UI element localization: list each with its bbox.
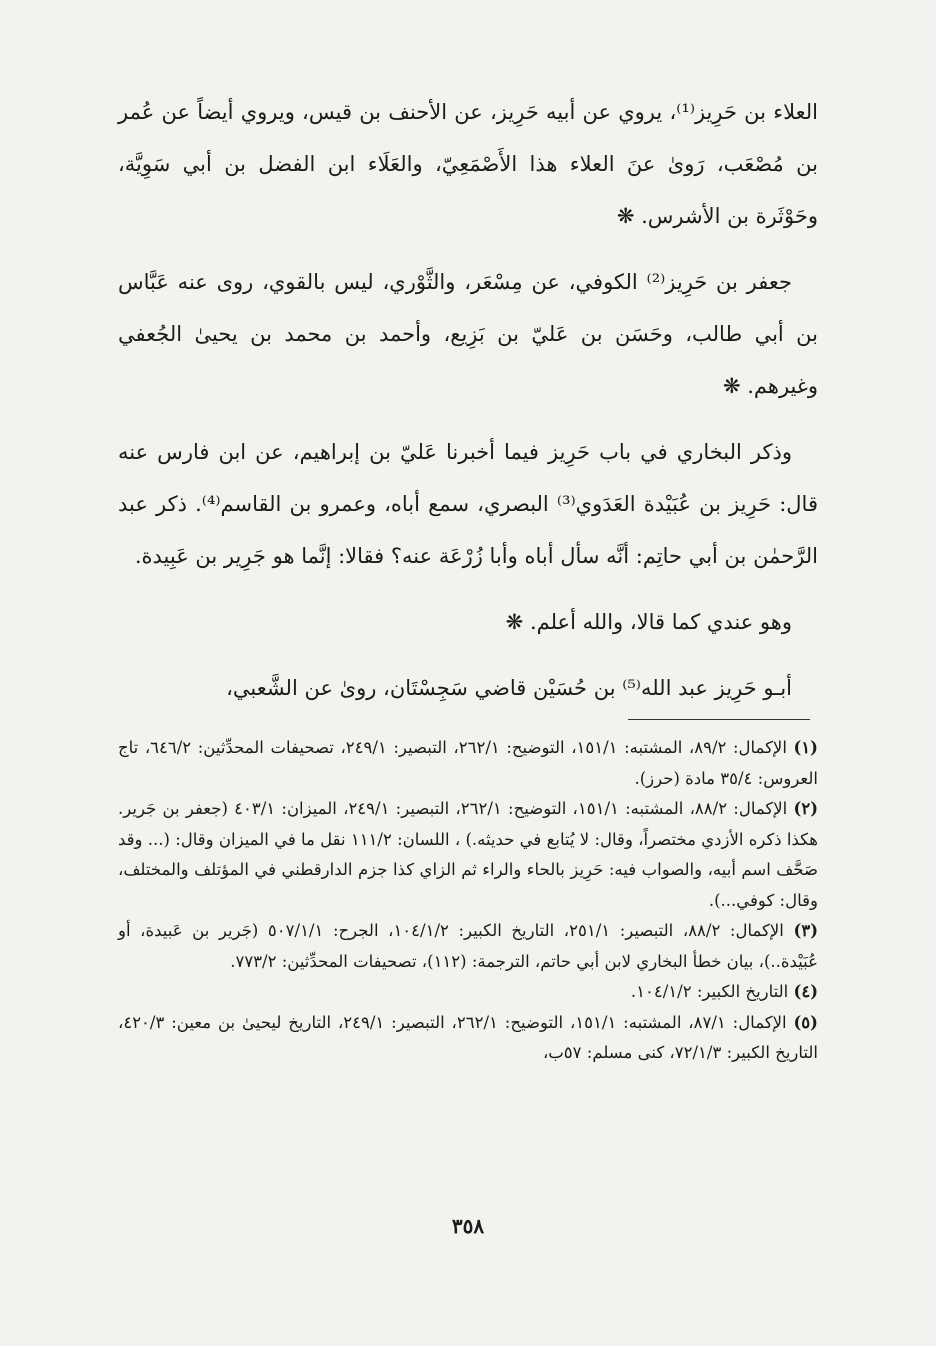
paragraph-author-opinion: وهو عندي كما قالا، والله أعلم. ❋ bbox=[505, 610, 792, 634]
main-text bbox=[118, 86, 818, 728]
footnote-2 bbox=[118, 794, 818, 916]
paragraph-abu-hariz: أبـو حَرِيز عبد الله⁽⁵⁾ بن حُسَيْن قاضي سَجِسْتَان، روىٰ عن الشَّعبي، bbox=[226, 676, 792, 700]
footnotes bbox=[118, 733, 818, 1069]
paragraph-ala-ibn-hariz: العلاء بن حَرِيز⁽¹⁾، يروي عن أبيه حَرِيز، عن الأحنف بن قيس، ويروي أيضاً عن عُمر بن مُصْعَب، رَوىٰ عنَ العلاء هذا الأَصْمَعِيّ، والعَلَاء ابن الفضل بن أبي سَوِيَّة، وحَوْثَرة بن الأشرس. ❋ bbox=[118, 100, 818, 228]
footnote-text: الإكمال: ٨٨/٢، التبصير: ٢٥١/١، التاريخ الكبير: ١٠٤/١/٢، الجرح: ٥٠٧/١/١ (جَرير بن عَبيدة، أو عُبَيْدة..)، بيان خطأ البخاري لابن أبي حاتم، الترجمة: (١١٢)، تصحيفات المحدِّثين: ٧٧٣/٢. bbox=[118, 921, 818, 971]
footnote-text: الإكمال: ٨٨/٢، المشتبه: ١٥١/١، التوضيح: ٢٦٢/١، التبصير: ٢٤٩/١، الميزان: ٤٠٣/١ (جعفر بن جَرير. هكذا ذكره الأزدي مختصراً، وقال: لا يُتابع في حديثه.) ، اللسان: ١١١/٢ نقل ما في الميزان وقال: (... وقد صَحَّف اسم أبيه، والصواب فيه: حَرِيز بالحاء والراء ثم الزاي كذا جزم الدارقطني في المؤتلف والمختلف، وقال: كوفي...). bbox=[118, 799, 818, 910]
footnote-4 bbox=[118, 977, 818, 1008]
footnote-text: الإكمال: ٨٧/١، المشتبه: ١٥١/١، التوضيح: ٢٦٢/١، التبصير: ٢٤٩/١، التاريخ ليحيىٰ بن معين: ٤٢٠/٣، التاريخ الكبير: ٧٢/١/٣، كنى مسلم: ٥٧ب، bbox=[118, 1012, 818, 1062]
footnote-number: (٤) bbox=[793, 982, 818, 1001]
footnote-divider bbox=[628, 719, 810, 720]
footnote-5 bbox=[118, 1008, 818, 1069]
footnote-1 bbox=[118, 733, 818, 794]
footnote-number: (٢) bbox=[793, 799, 818, 818]
page-number: ٣٥٨ bbox=[451, 1214, 485, 1238]
footnote-number: (٥) bbox=[793, 1012, 818, 1032]
footnote-3 bbox=[118, 916, 818, 977]
footnote-number: (٣) bbox=[793, 921, 818, 940]
footnote-text: الإكمال: ٨٩/٢، المشتبه: ١٥١/١، التوضيح: ٢٦٢/١، التبصير: ٢٤٩/١، تصحيفات المحدِّثين: ٦٤٦/٢، تاج العروس: ٣٥/٤ مادة (حرز). bbox=[118, 738, 818, 788]
paragraph-bukhari-hariz: وذكر البخاري في باب حَرِيز فيما أخبرنا عَليّ بن إبراهيم، عن ابن فارس عنه قال: حَرِيز بن عُبَيْدة العَدَوي⁽³⁾ البصري، سمع أباه، وعمرو بن القاسم⁽⁴⁾. ذكر عبد الرَّحمٰن بن أبي حاتِم: أنَّه سأل أباه وأبا زُرْعَة عنه؟ فقالا: إنَّما هو جَرِير بن عَبِيدة. bbox=[118, 440, 818, 568]
footnote-text: التاريخ الكبير: ١٠٤/١/٢. bbox=[630, 982, 789, 1001]
footnote-number: (١) bbox=[793, 738, 818, 757]
paragraph-jafar-ibn-hariz: جعفر بن حَرِيز⁽²⁾ الكوفي، عن مِسْعَر، والثَّوْري، ليس بالقوي، روى عنه عَبَّاس بن أبي طالب، وحَسَن بن عَليّ بن بَزِيع، وأحمد بن محمد بن يحيىٰ الجُعفي وغيرهم. ❋ bbox=[118, 270, 818, 398]
